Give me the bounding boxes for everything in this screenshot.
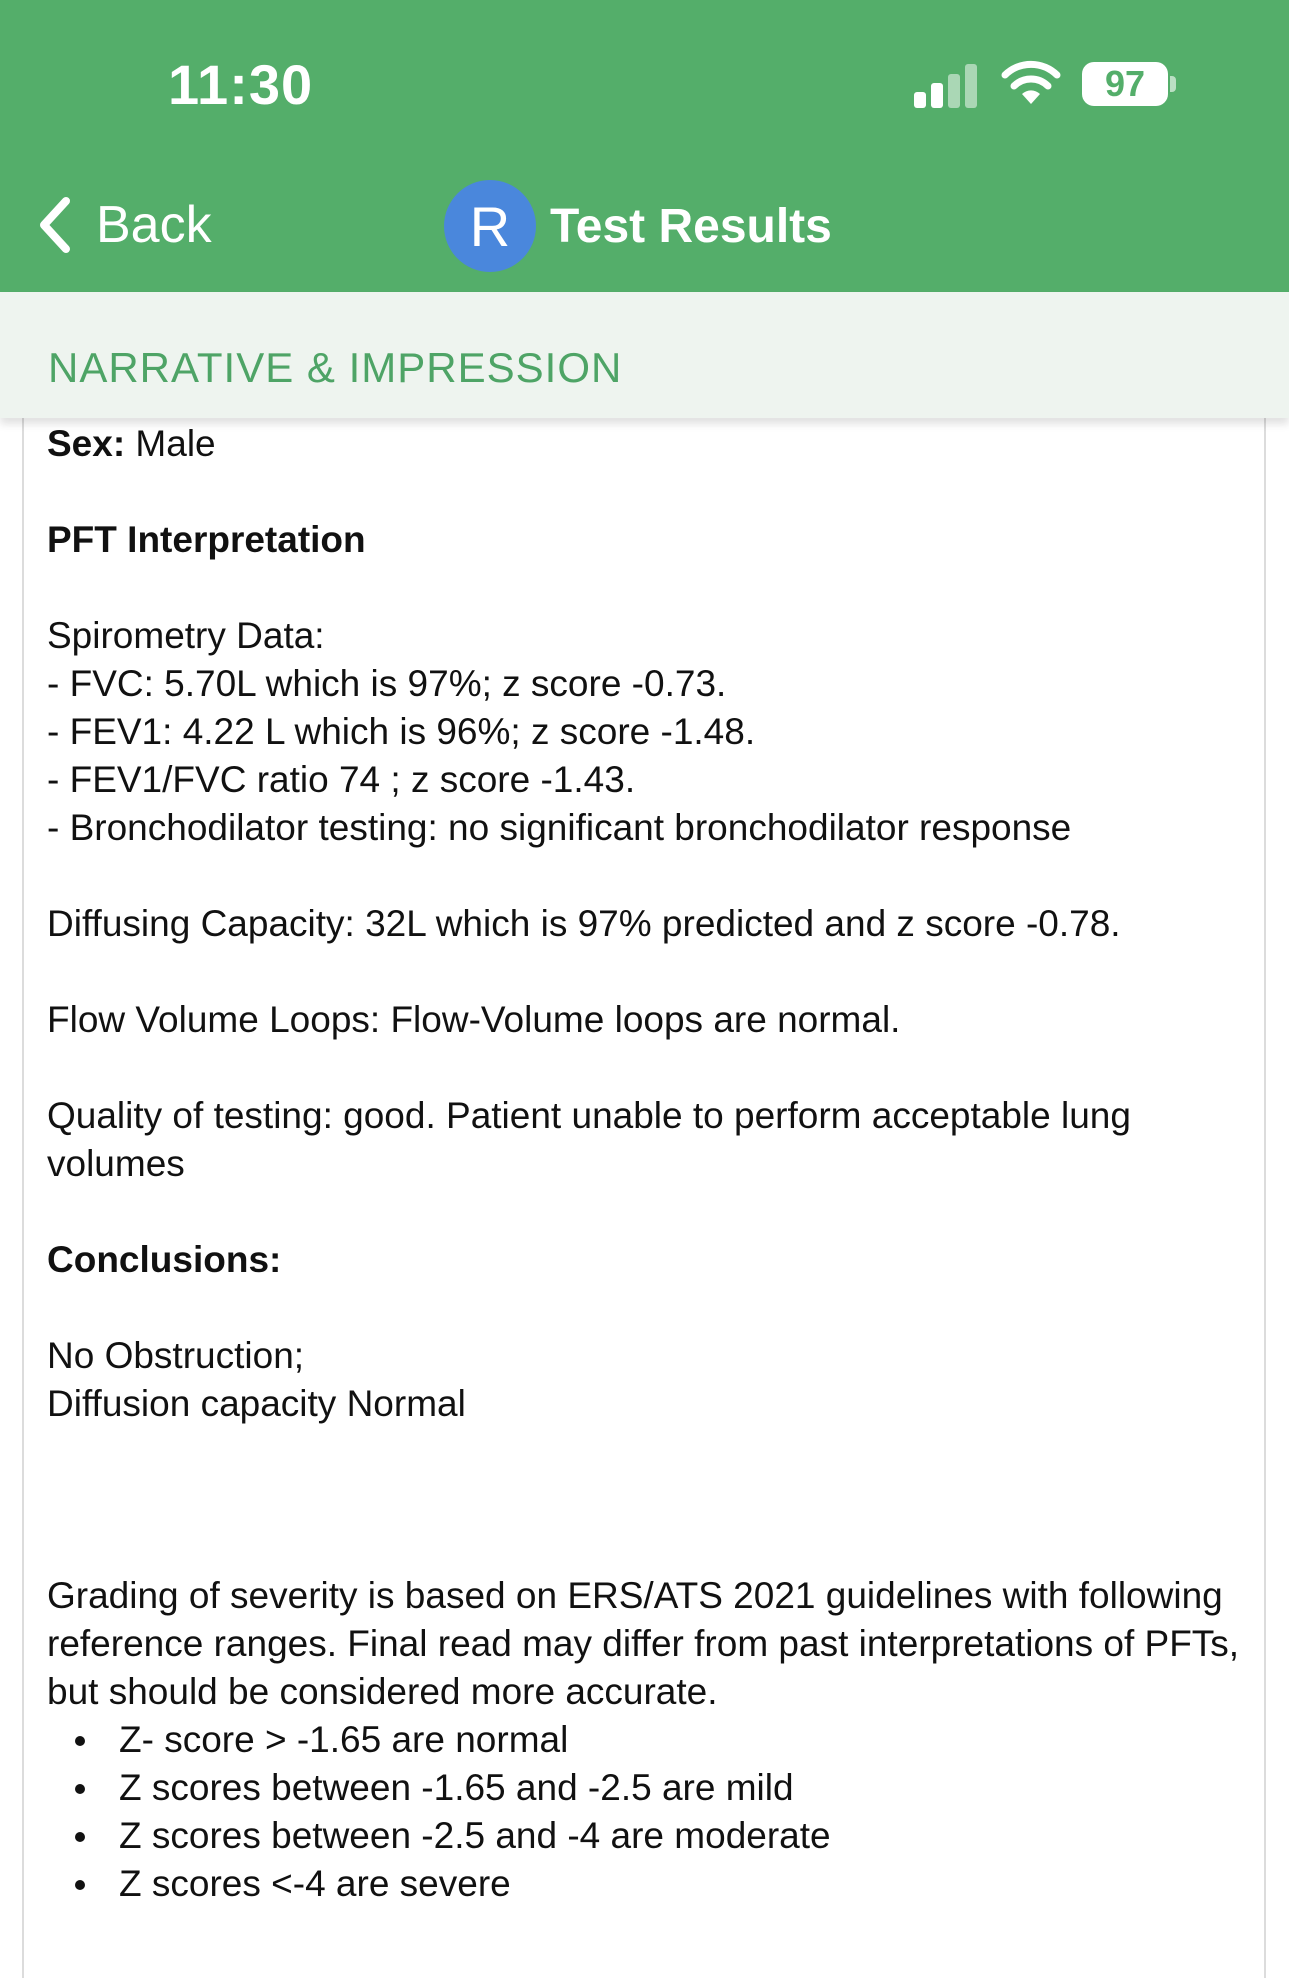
spirometry-line: - Bronchodilator testing: no significant bronchodilator response (47, 807, 1072, 848)
back-label: Back (96, 196, 212, 254)
report-content (47, 420, 1247, 1908)
sex-label: Sex: (47, 423, 126, 464)
nav-header (0, 0, 1289, 292)
spirometry-line: - FEV1: 4.22 L which is 96%; z score -1.48. (47, 711, 756, 752)
spirometry-line: - FEV1/FVC ratio 74 ; z score -1.43. (47, 759, 636, 800)
avatar (444, 180, 536, 272)
avatar-letter: R (469, 194, 511, 258)
spirometry-title: Spirometry Data: (47, 615, 325, 656)
spirometry-line: - FVC: 5.70L which is 97%; z score -0.73. (47, 663, 727, 704)
sex-value: Male (125, 423, 216, 464)
list-item: Z scores <-4 are severe (47, 1860, 1247, 1908)
conclusion-line: Diffusion capacity Normal (47, 1383, 466, 1424)
diffusing-capacity: Diffusing Capacity: 32L which is 97% predicted and z score -0.78. (47, 903, 1121, 944)
cellular-signal-icon (914, 64, 980, 108)
grading-text: Grading of severity is based on ERS/ATS 2021 guidelines with following reference ranges. Final read may differ from past interpretations of PFTs, but should be considered more accurate. (47, 1575, 1240, 1712)
conclusions-heading: Conclusions: (47, 1239, 282, 1280)
grading-list (47, 1716, 1247, 1908)
list-item: Z- score > -1.65 are normal (47, 1716, 1247, 1764)
wifi-icon (1000, 58, 1062, 106)
conclusion-line: No Obstruction; (47, 1335, 305, 1376)
battery-tip (1170, 76, 1176, 92)
section-title: NARRATIVE & IMPRESSION (48, 344, 623, 391)
page-title: Test Results (550, 199, 832, 253)
battery-level: 97 (1104, 63, 1146, 104)
report-heading: PFT Interpretation (47, 519, 366, 560)
status-time: 11:30 (168, 53, 314, 116)
list-item: Z scores between -1.65 and -2.5 are mild (47, 1764, 1247, 1812)
list-item: Z scores between -2.5 and -4 are moderate (47, 1812, 1247, 1860)
testing-quality: Quality of testing: good. Patient unable to perform acceptable lung volumes (47, 1095, 1131, 1184)
section-header (0, 292, 1289, 418)
flow-volume-loops: Flow Volume Loops: Flow-Volume loops are normal. (47, 999, 901, 1040)
chevron-left-icon (36, 195, 72, 255)
battery-icon (1082, 62, 1168, 106)
back-button[interactable] (36, 190, 212, 260)
sex-line (47, 420, 1247, 468)
title-group (444, 180, 832, 272)
